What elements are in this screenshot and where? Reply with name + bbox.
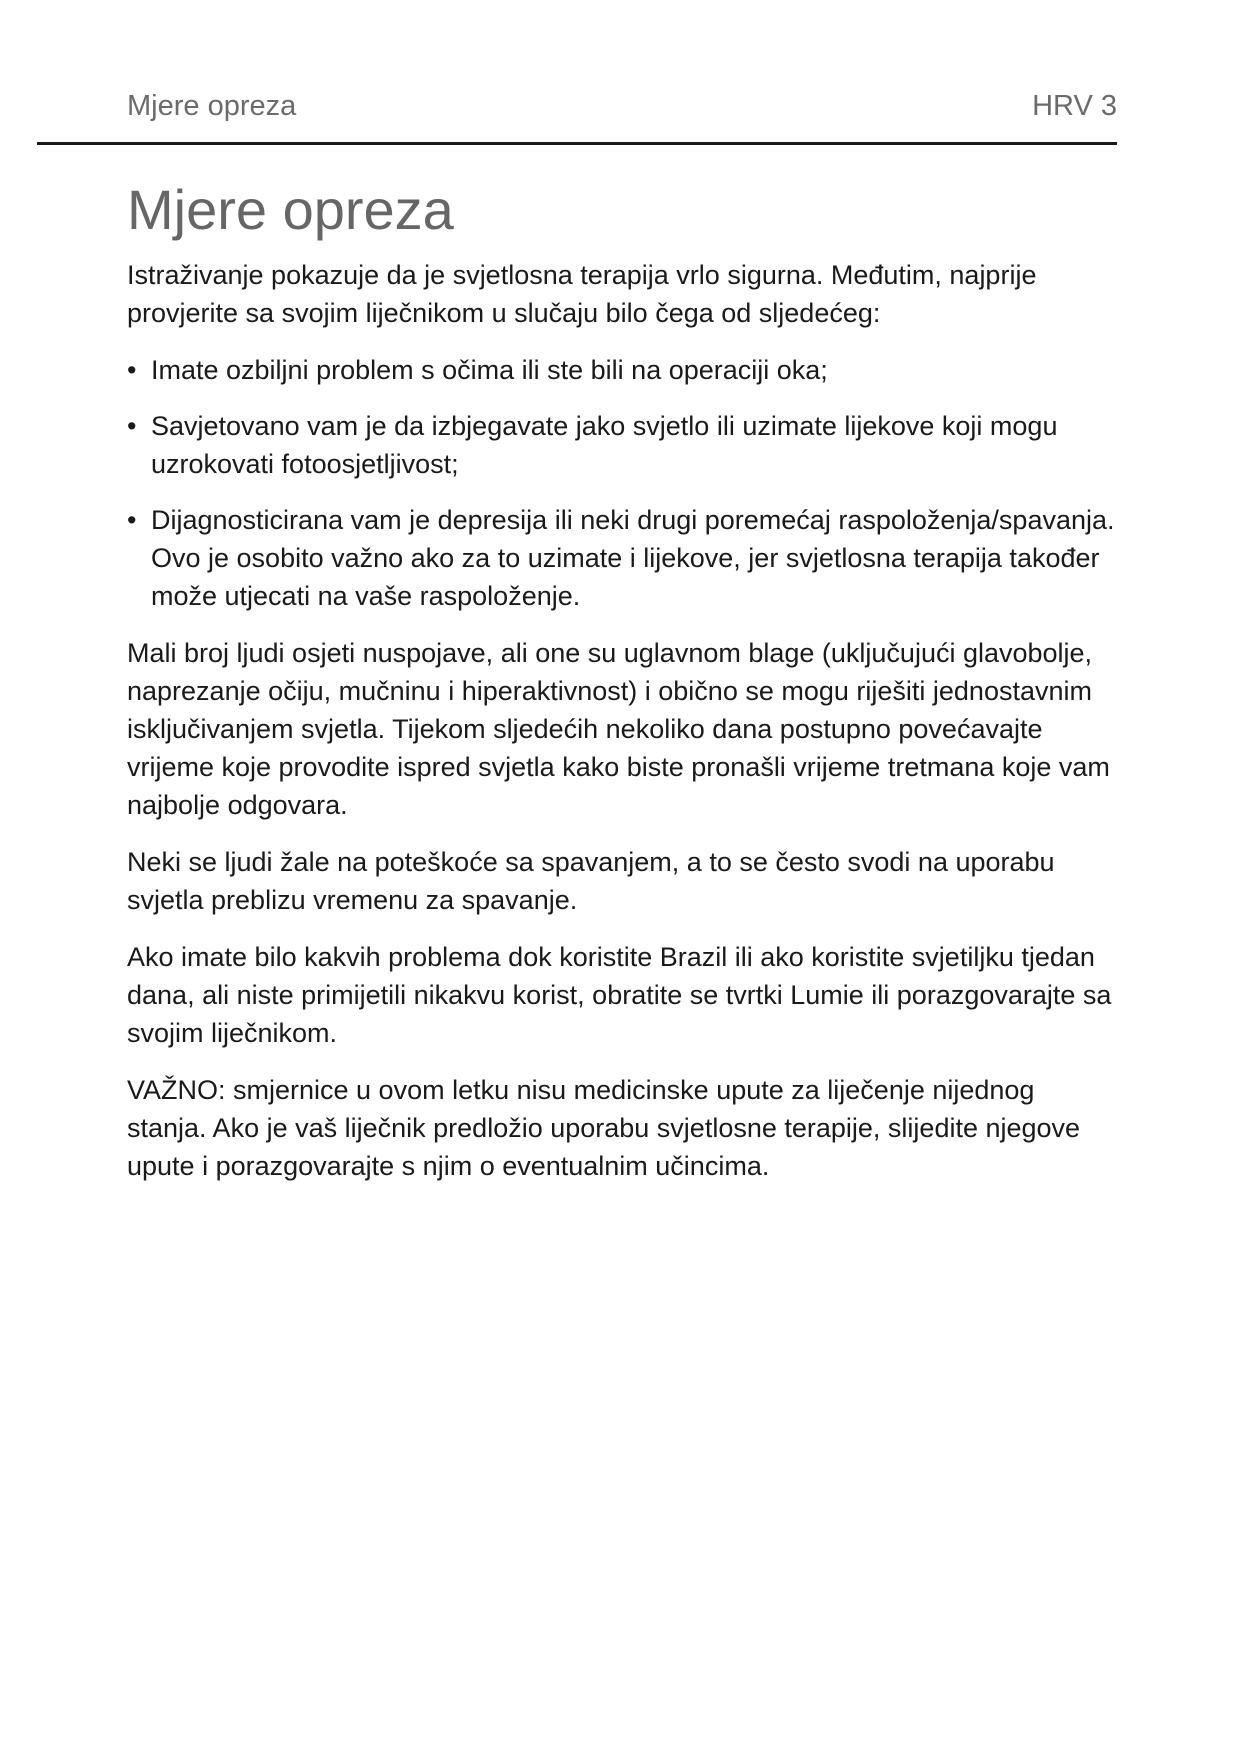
bullet-icon: • [127,505,137,536]
intro-paragraph: Istraživanje pokazuje da je svjetlosna terapija vrlo sigurna. Međutim, najprije provjerite sa svojim liječnikom u slučaju bilo čega od sljedećeg: [127,260,1037,329]
precautions-list [127,351,1117,615]
running-title: Mjere opreza [127,90,297,122]
sleep-paragraph: Neki se ljudi žale na poteškoće sa spavanjem, a to se često svodi na uporabu svjetla preblizu vremenu za spavanje. [127,847,1055,916]
contact-paragraph: Ako imate bilo kakvih problema dok koristite Brazil ili ako koristite svjetiljku tjedan dana, ali niste primijetili nikakvu korist, obratite se tvrtki Lumie ili porazgovarajte sa svojim liječnikom. [127,942,1112,1049]
section-heading: Mjere opreza [127,178,454,241]
page-number: HRV 3 [1032,90,1117,122]
bullet-icon: • [127,355,137,386]
side-effects-paragraph: Mali broj ljudi osjeti nuspojave, ali one su uglavnom blage (uključujući glavobolje, naprezanje očiju, mučninu i hiperaktivnost) i obično se mogu riješiti jednostavnim isključivanjem svjetla. Tijekom sljedećih nekoliko dana postupno povećavajte vrijeme koje provodite ispred svjetla kako biste pronašli vrijeme tretmana koje vam najbolje odgovara. [127,638,1110,821]
page-header [37,86,1117,145]
list-item-text: Imate ozbiljni problem s očima ili ste bili na operaciji oka; [151,355,828,386]
bullet-icon: • [127,411,137,442]
list-item-text: Savjetovano vam je da izbjegavate jako svjetlo ili uzimate lijekove koji mogu uzrokovati fotoosjetljivost; [151,411,1058,480]
list-item [127,501,1117,615]
page-content [127,178,1117,1204]
list-item [127,407,1117,483]
list-item-text: Dijagnosticirana vam je depresija ili neki drugi poremećaj raspoloženja/spavanja. Ovo je osobito važno ako za to uzimate i lijekove, jer svjetlosna terapija također može utjecati na vaše raspoloženje. [151,505,1115,612]
list-item [127,351,1117,389]
important-notice-paragraph: VAŽNO: smjernice u ovom letku nisu medicinske upute za liječenje nijednog stanja. Ako je vaš liječnik predložio uporabu svjetlosne terapije, slijedite njegove upute i porazgovarajte s njim o eventualnim učincima. [127,1075,1081,1182]
